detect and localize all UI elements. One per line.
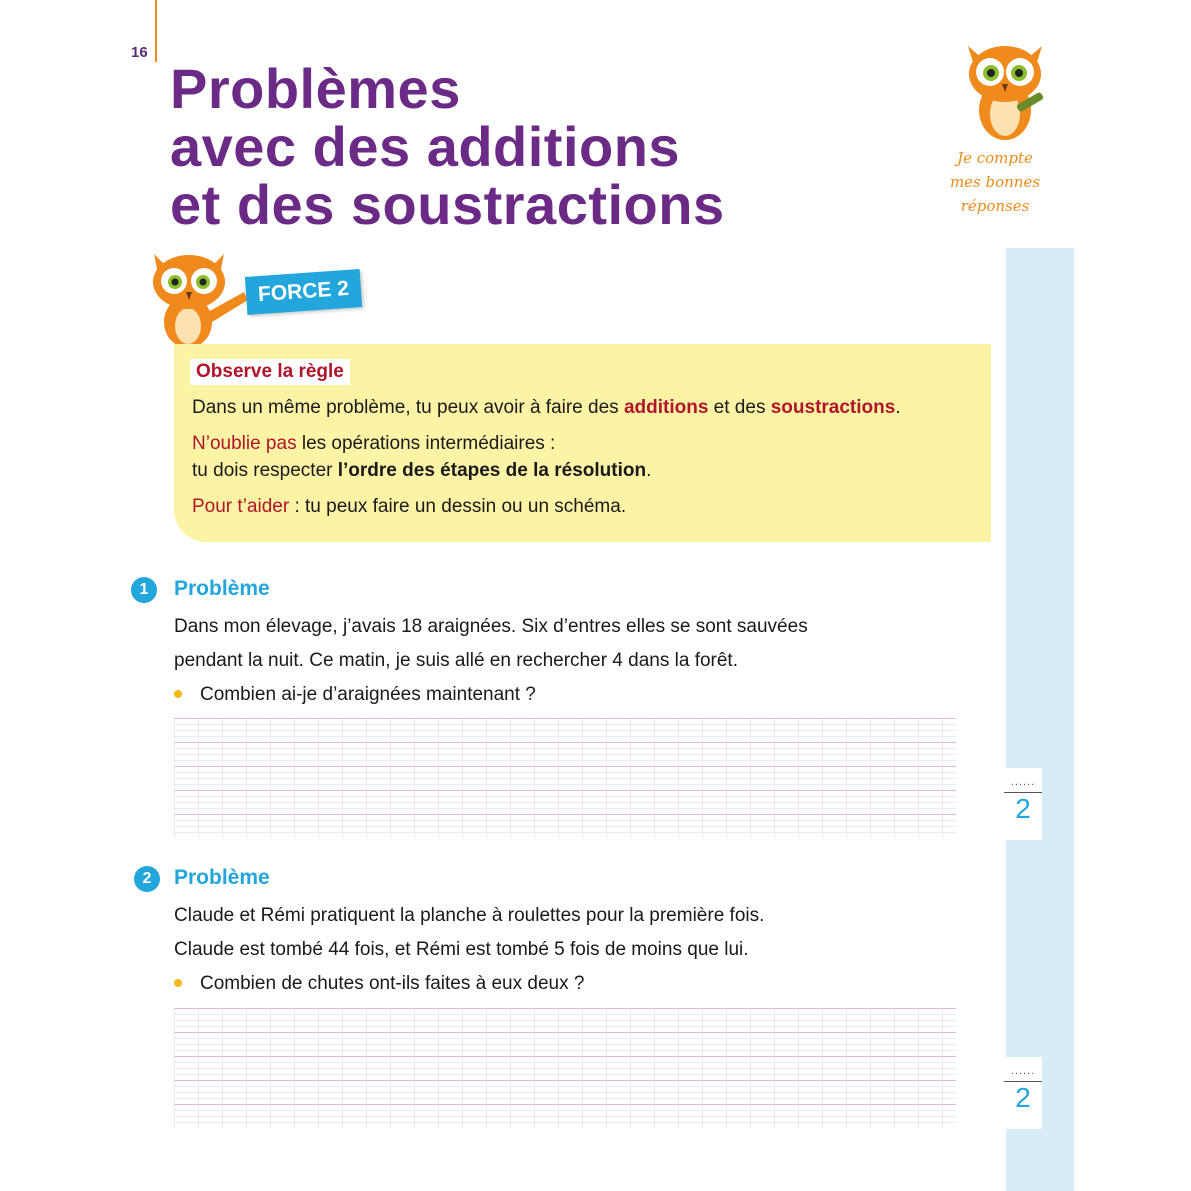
problem-text-line: Dans mon élevage, j’avais 18 araignées. Six d’entres elles se sont sauvées: [174, 616, 808, 637]
rule-text: .: [646, 460, 652, 481]
problem-text-line: Claude est tombé 44 fois, et Rémi est tombé 5 fois de moins que lui.: [174, 939, 749, 960]
rule-text: .: [895, 397, 901, 418]
score-total: 2: [1015, 1082, 1031, 1113]
bullet-icon: [174, 979, 182, 987]
score-side-strip: [1006, 248, 1074, 1191]
problem-text-line: pendant la nuit. Ce matin, je suis allé en rechercher 4 dans la forêt.: [174, 650, 738, 671]
score-label-line-3: réponses: [960, 197, 1030, 215]
rule-line-2: [192, 433, 555, 455]
rule-line-3: [192, 460, 651, 482]
owl-pointing-icon: [148, 250, 252, 354]
score-box[interactable]: [1004, 768, 1042, 840]
score-blank: ......: [1010, 776, 1036, 788]
rule-text: et des: [708, 397, 771, 418]
problem-question: Combien de chutes ont-ils faites à eux deux ?: [200, 973, 585, 994]
rule-emphasis: N’oublie pas: [192, 433, 297, 454]
answer-grid: [174, 718, 956, 838]
problem-number-badge: 2: [134, 866, 160, 892]
answer-grid-area[interactable]: [174, 718, 956, 838]
score-label-line-2: mes bonnes: [949, 173, 1041, 191]
answer-grid-area[interactable]: [174, 1008, 956, 1128]
title-line-3: et des soustractions: [170, 173, 725, 236]
problem-title: Problème: [174, 577, 270, 600]
problem-question: Combien ai-je d’araignées maintenant ?: [200, 684, 536, 705]
rule-text: les opérations intermédiaires :: [296, 433, 556, 454]
rule-line-4: [192, 496, 626, 518]
page-title: [170, 57, 725, 236]
bullet-icon: [174, 690, 182, 698]
problem-text-line: Claude et Rémi pratiquent la planche à roulettes pour la première fois.: [174, 905, 765, 926]
rule-bold-text: l’ordre des étapes de la résolution: [337, 460, 647, 481]
score-total: 2: [1015, 793, 1031, 824]
score-box[interactable]: [1004, 1057, 1042, 1129]
page-number: 16: [131, 44, 148, 61]
owl-mascot-icon: [960, 38, 1050, 142]
problem-title: Problème: [174, 866, 270, 889]
rule-emphasis: Pour t’aider: [192, 496, 290, 517]
answer-grid: [174, 1008, 956, 1128]
title-line-1: Problèmes: [170, 57, 461, 120]
title-line-2: avec des additions: [170, 115, 681, 178]
rule-line-1: [192, 397, 901, 419]
score-label-line-1: Je compte: [957, 149, 1033, 167]
rule-keyword-additions: additions: [623, 397, 709, 418]
force-level-tag: FORCE 2: [245, 269, 362, 315]
rule-text: : tu peux faire un dessin ou un schéma.: [289, 496, 627, 517]
rule-title: Observe la règle: [190, 359, 350, 385]
page-margin-rule: [155, 0, 157, 62]
rule-text: tu dois respecter: [192, 460, 338, 481]
score-blank: ......: [1010, 1065, 1036, 1077]
problem-number-badge: 1: [131, 577, 157, 603]
rule-text: Dans un même problème, tu peux avoir à faire des: [192, 397, 624, 418]
score-counter-label: [940, 146, 1050, 218]
rule-keyword-soustractions: soustractions: [770, 397, 896, 418]
